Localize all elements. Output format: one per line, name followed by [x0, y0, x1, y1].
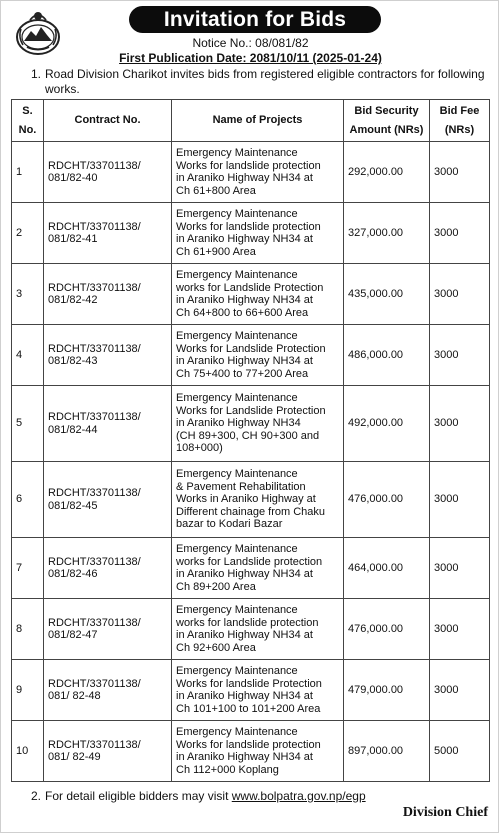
cell-fee-text: 3000 — [434, 622, 459, 635]
cell-project-text: Emergency Maintenance works for landslide protection in Araniko Highway NH34 at Ch 92+600 Area — [176, 604, 319, 654]
cell-amount — [344, 386, 430, 462]
cell-amount — [344, 325, 430, 386]
cell-sn — [12, 599, 44, 660]
cell-project — [172, 386, 344, 462]
cell-fee — [430, 142, 490, 203]
table-row — [12, 538, 490, 599]
table-row — [12, 386, 490, 462]
cell-sn — [12, 203, 44, 264]
cell-sn-text: 9 — [16, 683, 23, 696]
cell-project — [172, 721, 344, 782]
intro-text: Road Division Charikot invites bids from registered eligible contractors for following works. — [45, 67, 485, 96]
cell-fee — [430, 325, 490, 386]
table-row — [12, 142, 490, 203]
cell-project-text: Emergency Maintenance works for Landslide Protection in Araniko Highway NH34 at Ch 64+800 to 66+600 Area — [176, 269, 324, 319]
cell-sn — [12, 386, 44, 462]
cell-sn-text: 5 — [16, 417, 23, 430]
cell-project — [172, 538, 344, 599]
cell-amount — [344, 203, 430, 264]
cell-amount-text: 464,000.00 — [348, 561, 404, 574]
cell-fee — [430, 386, 490, 462]
cell-project — [172, 325, 344, 386]
bids-table-body — [12, 142, 490, 782]
footer-note — [31, 789, 366, 803]
cell-amount-text: 492,000.00 — [348, 417, 404, 430]
cell-contract-text: RDCHT/33701138/ 081/82-44 — [48, 411, 141, 436]
header-project: Name of Projects — [172, 100, 344, 142]
cell-project-text: Emergency Maintenance & Pavement Rehabilitation Works in Araniko Highway at Different chainage from Chaku bazar to Kodari Bazar — [176, 468, 325, 531]
cell-contract-text: RDCHT/33701138/ 081/82-41 — [48, 220, 141, 245]
cell-fee — [430, 721, 490, 782]
table-row — [12, 462, 490, 538]
cell-amount — [344, 721, 430, 782]
cell-fee — [430, 660, 490, 721]
cell-sn-text: 4 — [16, 348, 23, 361]
cell-contract — [44, 142, 172, 203]
table-row — [12, 599, 490, 660]
cell-contract — [44, 599, 172, 660]
cell-fee-text: 3000 — [434, 226, 459, 239]
cell-contract-text: RDCHT/33701138/ 081/ 82-48 — [48, 677, 141, 702]
cell-contract — [44, 264, 172, 325]
cell-amount — [344, 660, 430, 721]
cell-project-text: Emergency Maintenance works for Landslide protection in Araniko Highway NH34 at Ch 89+200 Area — [176, 543, 323, 593]
table-row — [12, 660, 490, 721]
cell-fee-text: 3000 — [434, 348, 459, 361]
table-row — [12, 203, 490, 264]
bids-table — [11, 99, 490, 782]
cell-contract-text: RDCHT/33701138/ 081/82-40 — [48, 159, 141, 184]
cell-project-text: Emergency Maintenance Works for landslide protection in Araniko Highway NH34 at Ch 61+900 Area — [176, 208, 321, 258]
cell-contract-text: RDCHT/33701138/ 081/82-47 — [48, 616, 141, 641]
cell-amount-text: 479,000.00 — [348, 683, 404, 696]
cell-sn-text: 6 — [16, 493, 23, 506]
cell-contract — [44, 325, 172, 386]
cell-amount — [344, 462, 430, 538]
cell-sn — [12, 325, 44, 386]
cell-sn-text: 7 — [16, 561, 23, 574]
cell-amount-text: 292,000.00 — [348, 165, 404, 178]
cell-amount — [344, 264, 430, 325]
cell-sn — [12, 538, 44, 599]
cell-contract — [44, 203, 172, 264]
notice-number: Notice No.: 08/081/82 — [192, 36, 309, 50]
header-contract: Contract No. — [44, 100, 172, 142]
signature-title: Division Chief — [402, 805, 488, 820]
header-amount: Bid Security Amount (NRs) — [344, 100, 430, 142]
cell-project-text: Emergency Maintenance Works for Landslide Protection in Araniko Highway NH34 (CH 89+300, CH 90+300 and 108+000) — [176, 392, 326, 455]
header-fee: Bid Fee (NRs) — [430, 100, 490, 142]
cell-project — [172, 264, 344, 325]
publication-date: First Publication Date: 2081/10/11 (2025-01-24) — [119, 51, 382, 65]
cell-contract — [44, 386, 172, 462]
cell-contract — [44, 462, 172, 538]
cell-sn — [12, 660, 44, 721]
cell-contract-text: RDCHT/33701138/ 081/82-45 — [48, 487, 141, 512]
cell-project-text: Emergency Maintenance Works for landslide protection in Araniko Highway NH34 at Ch 112+000 Koplang — [176, 726, 321, 776]
table-row — [12, 325, 490, 386]
cell-project — [172, 599, 344, 660]
table-row — [12, 264, 490, 325]
cell-sn-text: 1 — [16, 165, 23, 178]
cell-project — [172, 660, 344, 721]
cell-project-text: Emergency Maintenance Works for landslide Protection in Araniko Highway NH34 at Ch 101+100 to 101+200 Area — [176, 665, 322, 715]
cell-amount-text: 486,000.00 — [348, 348, 404, 361]
cell-project — [172, 142, 344, 203]
cell-fee-text: 3000 — [434, 493, 459, 506]
cell-fee — [430, 203, 490, 264]
cell-amount-text: 327,000.00 — [348, 226, 404, 239]
cell-sn — [12, 462, 44, 538]
cell-amount — [344, 599, 430, 660]
cell-fee-text: 3000 — [434, 417, 459, 430]
cell-fee — [430, 462, 490, 538]
cell-amount-text: 476,000.00 — [348, 622, 404, 635]
cell-sn-text: 2 — [16, 226, 23, 239]
bolpatra-link[interactable]: www.bolpatra.gov.np/egp — [231, 789, 366, 803]
cell-amount — [344, 142, 430, 203]
cell-project-text: Emergency Maintenance Works for landslide protection in Araniko Highway NH34 at Ch 61+800 Area — [176, 147, 321, 197]
cell-contract — [44, 721, 172, 782]
intro-number: 1. — [31, 67, 42, 81]
intro-paragraph — [31, 67, 485, 97]
cell-contract-text: RDCHT/33701138/ 081/82-42 — [48, 281, 141, 306]
cell-fee-text: 3000 — [434, 683, 459, 696]
header-sn: S. No. — [12, 100, 44, 142]
cell-fee — [430, 599, 490, 660]
cell-amount — [344, 538, 430, 599]
cell-sn — [12, 264, 44, 325]
cell-contract-text: RDCHT/33701138/ 081/82-43 — [48, 342, 141, 367]
cell-fee-text: 3000 — [434, 287, 459, 300]
cell-fee-text: 5000 — [434, 744, 459, 757]
cell-fee — [430, 264, 490, 325]
cell-sn — [12, 721, 44, 782]
cell-amount-text: 476,000.00 — [348, 493, 404, 506]
footer-number: 2. — [31, 789, 42, 803]
table-header-row — [12, 100, 490, 142]
page-title: Invitation for Bids — [129, 6, 381, 33]
cell-contract — [44, 660, 172, 721]
cell-contract — [44, 538, 172, 599]
cell-amount-text: 897,000.00 — [348, 744, 404, 757]
cell-contract-text: RDCHT/33701138/ 081/82-46 — [48, 555, 141, 580]
cell-fee — [430, 538, 490, 599]
cell-sn — [12, 142, 44, 203]
cell-project-text: Emergency Maintenance Works for Landslide Protection in Araniko Highway NH34 at Ch 75+400 to 77+200 Area — [176, 330, 326, 380]
cell-project — [172, 462, 344, 538]
cell-fee-text: 3000 — [434, 165, 459, 178]
cell-contract-text: RDCHT/33701138/ 081/ 82-49 — [48, 738, 141, 763]
footer-text: For detail eligible bidders may visit — [45, 789, 232, 803]
cell-amount-text: 435,000.00 — [348, 287, 404, 300]
table-row — [12, 721, 490, 782]
cell-sn-text: 3 — [16, 287, 23, 300]
cell-sn-text: 10 — [16, 744, 29, 757]
cell-fee-text: 3000 — [434, 561, 459, 574]
cell-project — [172, 203, 344, 264]
cell-sn-text: 8 — [16, 622, 23, 635]
